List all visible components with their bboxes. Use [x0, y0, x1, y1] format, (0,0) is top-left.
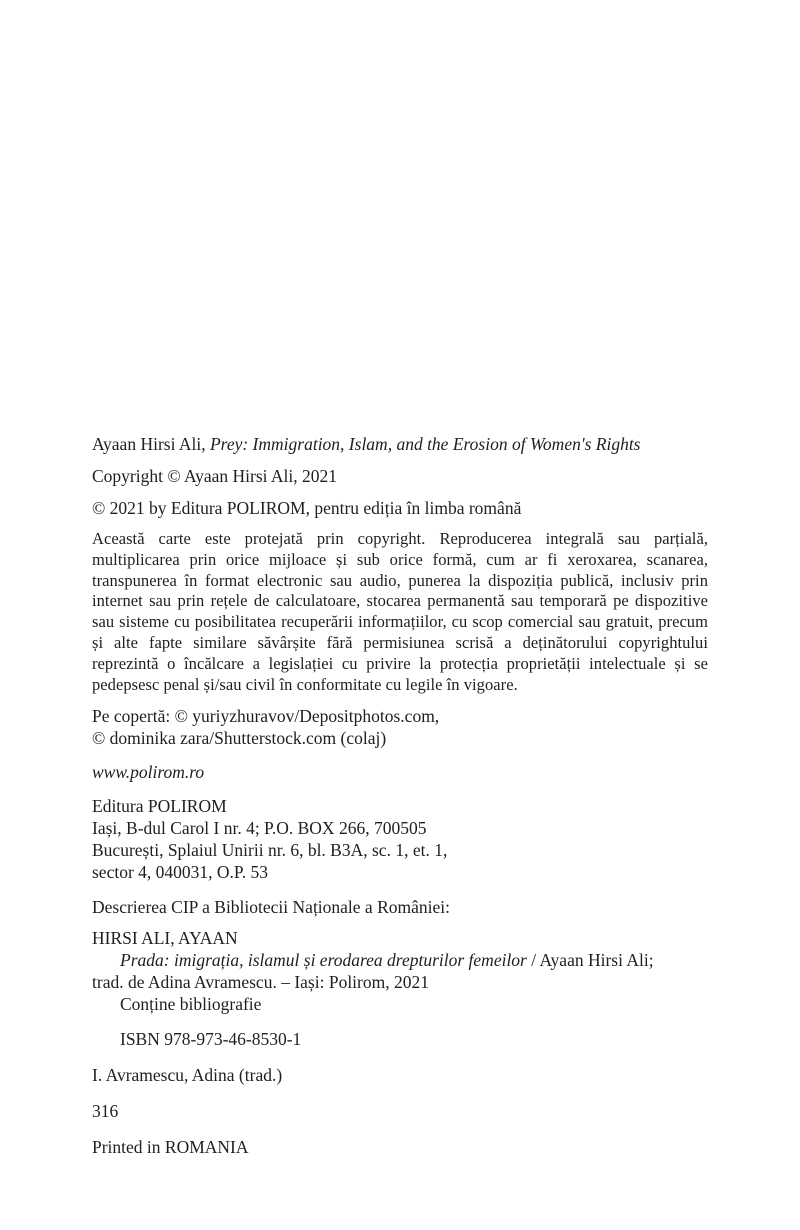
original-title: Prey: Immigration, Islam, and the Erosion of Women's Rights [209, 434, 641, 454]
copyright-publisher: © 2021 by Editura POLIROM, pentru ediția în limba română [92, 498, 522, 518]
original-author: Ayaan Hirsi Ali, [92, 434, 210, 454]
cover-credits [92, 705, 708, 749]
legal-notice: Această carte este protejată prin copyright. Reproducerea integrală sau parțială, multiplicarea prin orice mijloace și sub orice formă, cum ar fi xeroxarea, scanarea, transpunerea în format electronic sau audio, punerea la dispoziția publică, inclusiv prin internet sau prin rețele de calculatoare, stocarea permanentă sau temporară pe dispozitive sau sisteme cu posibilitatea recuperării informațiilor, cu scop comercial sau gratuit, precum și alte fapte similare săvârșite fără permisiunea scrisă a deținătorului copyrightului reprezintă o încălcare a legislației cu privire la protecția proprietății intelectuale și se pedepsesc penal și/sau civil în conformitate cu legile în vigoare. [92, 529, 708, 694]
copyright-author: Copyright © Ayaan Hirsi Ali, 2021 [92, 466, 338, 486]
cip-classification: 316 [92, 1101, 119, 1122]
cip-note: Conține bibliografie [120, 994, 262, 1015]
copyright-page [92, 432, 708, 1159]
original-edition-line [92, 432, 708, 456]
cip-record [92, 927, 708, 1015]
address-line: București, Splaiul Unirii nr. 6, bl. B3A, sc. 1, et. 1, [92, 840, 448, 861]
cip-responsibility: / Ayaan Hirsi Ali; [526, 950, 654, 971]
printed-in: Printed in ROMANIA [92, 1137, 249, 1158]
cover-credit-line: Pe copertă: © yuriyzhuravov/Depositphotos.com, [92, 706, 440, 727]
address-line: Iași, B-dul Carol I nr. 4; P.O. BOX 266, 700505 [92, 818, 427, 839]
cip-header: Descrierea CIP a Bibliotecii Naționale a României: [92, 897, 450, 918]
publisher-name: Editura POLIROM [92, 796, 227, 817]
isbn: ISBN 978-973-46-8530-1 [120, 1029, 302, 1050]
cover-credit-line: © dominika zara/Shutterstock.com (colaj) [92, 728, 387, 749]
cip-translator-line: trad. de Adina Avramescu. – Iași: Polirom, 2021 [92, 972, 429, 993]
cip-added-entry: I. Avramescu, Adina (trad.) [92, 1065, 283, 1086]
publisher-website: www.polirom.ro [92, 762, 205, 783]
publisher-address [92, 795, 708, 883]
address-line: sector 4, 040031, O.P. 53 [92, 862, 268, 883]
cip-author-heading: HIRSI ALI, AYAAN [92, 928, 238, 949]
cip-title: Prada: imigrația, islamul și erodarea drepturilor femeilor [120, 950, 527, 971]
cip-title-line [92, 949, 708, 971]
